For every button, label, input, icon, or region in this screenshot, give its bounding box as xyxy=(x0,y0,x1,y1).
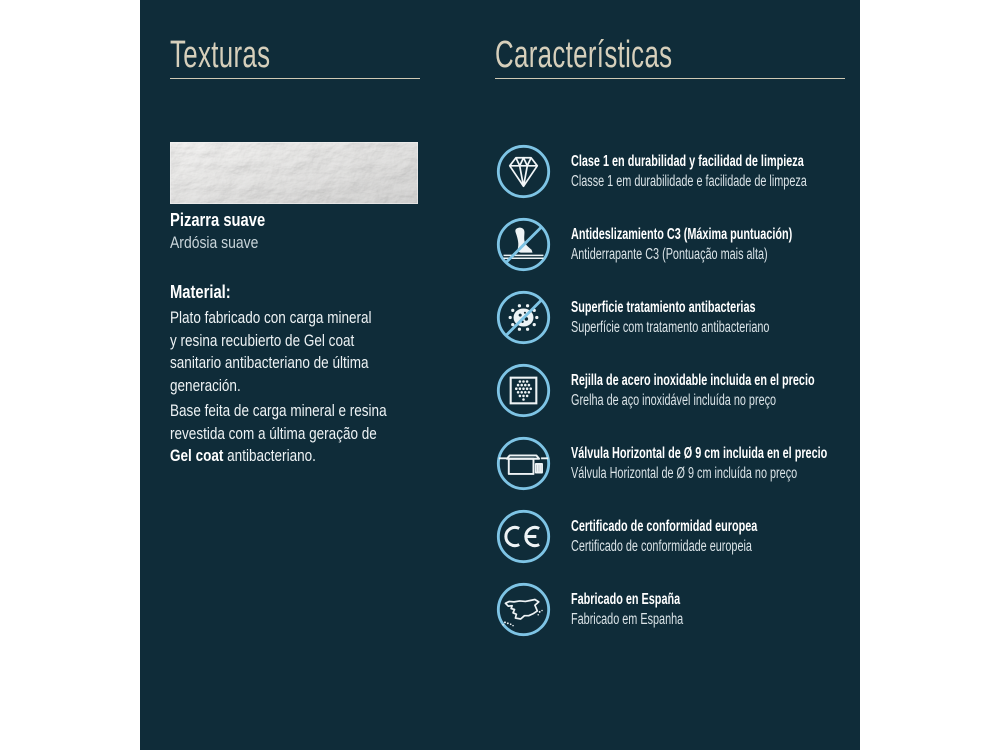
feature-text-es: Rejilla de acero inoxidable incluida en el precio xyxy=(571,372,815,389)
no-slip-icon xyxy=(495,216,552,273)
material-pt-line-rest: antibacteriano. xyxy=(223,447,316,465)
texturas-title: Texturas xyxy=(170,34,271,76)
feature-row-grate xyxy=(495,362,937,419)
feature-row-antibacterial xyxy=(495,289,937,346)
feature-text-es: Válvula Horizontal de Ø 9 cm incluida en el precio xyxy=(571,445,828,462)
steel-grate-icon xyxy=(495,362,552,419)
antibacterial-icon xyxy=(495,289,552,346)
feature-text-pt: Classe 1 em durabilidade e facilidade de limpeza xyxy=(571,172,807,190)
feature-text-pt: Grelha de aço inoxidável incluída no preço xyxy=(571,391,777,409)
horizontal-valve-icon xyxy=(495,435,552,492)
feature-list xyxy=(495,143,937,654)
material-paragraph-es xyxy=(170,307,372,397)
ce-mark-icon xyxy=(495,508,552,565)
material-heading: Material: xyxy=(170,282,231,302)
feature-text-es: Fabricado en España xyxy=(571,591,681,608)
material-es-line: y resina recubierto de Gel coat xyxy=(170,331,355,350)
feature-text-es: Antideslizamiento C3 (Máxima puntuación) xyxy=(571,226,793,243)
material-pt-line: Base feita de carga mineral e resina xyxy=(170,402,387,420)
caracteristicas-divider xyxy=(495,78,845,79)
material-es-line: Plato fabricado con carga mineral xyxy=(170,309,372,327)
caracteristicas-title: Características xyxy=(495,34,673,76)
diamond-icon xyxy=(495,143,552,200)
gel-coat-bold: Gel coat xyxy=(170,447,224,465)
feature-text-pt: Certificado de conformidade europeia xyxy=(571,537,752,555)
texturas-divider xyxy=(170,78,420,79)
texture-swatch-image xyxy=(170,142,418,204)
material-es-line: generación. xyxy=(170,376,241,395)
texture-name-es: Pizarra suave xyxy=(170,210,266,230)
feature-text-pt: Antiderrapante C3 (Pontuação mais alta) xyxy=(571,245,768,263)
feature-text-es: Certificado de conformidad europea xyxy=(571,518,758,535)
feature-row-spain xyxy=(495,581,937,638)
feature-row-antislip xyxy=(495,216,937,273)
material-es-line: sanitario antibacteriano de última xyxy=(170,354,369,372)
feature-row-valve xyxy=(495,435,937,492)
texture-name-pt: Ardósia suave xyxy=(170,233,259,252)
material-pt-line xyxy=(170,445,387,468)
feature-text-pt: Válvula Horizontal de Ø 9 cm incluída no preço xyxy=(571,464,798,482)
slate-texture-graphic xyxy=(170,142,418,204)
spain-map-icon xyxy=(495,581,552,638)
feature-row-durability xyxy=(495,143,937,200)
feature-text-es: Clase 1 en durabilidad y facilidad de limpieza xyxy=(571,153,804,170)
feature-text-pt: Superfície com tratamento antibacteriano xyxy=(571,318,770,336)
material-pt-line: revestida com a última geração de xyxy=(170,424,377,443)
feature-text-es: Superficie tratamiento antibacterias xyxy=(571,299,756,316)
material-paragraph-pt xyxy=(170,400,387,468)
dark-panel xyxy=(140,0,860,750)
feature-row-ce xyxy=(495,508,937,565)
feature-text-pt: Fabricado em Espanha xyxy=(571,610,684,628)
